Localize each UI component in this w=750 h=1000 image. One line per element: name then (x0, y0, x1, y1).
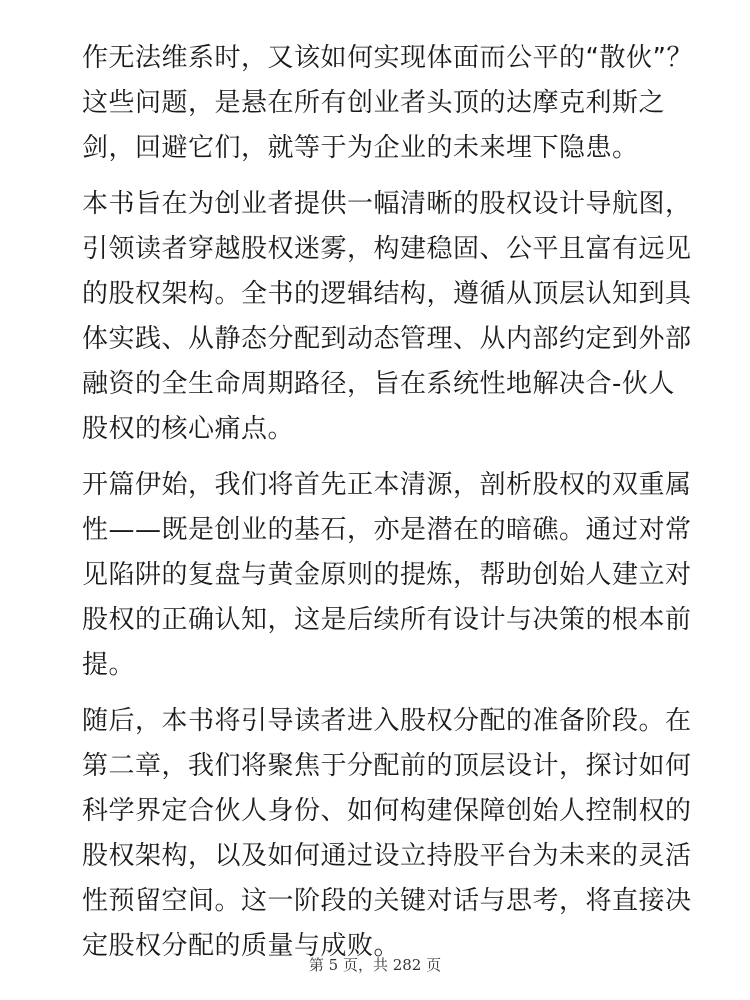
paragraph: 作无法维系时，又该如何实现体面而公平的“散伙”？这些问题，是悬在所有创业者头顶的达摩克利斯之剑，回避它们，就等于为企业的未来埋下隐患。 (82, 43, 693, 163)
page-body (82, 36, 698, 980)
paragraph: 开篇伊始，我们将首先正本清源，剖析股权的双重属性——既是创业的基石，亦是潜在的暗礁。通过对常见陷阱的复盘与黄金原则的提炼，帮助创始人建立对股权的正确认知，这是后续所有设计与决策的根本前提。 (82, 470, 692, 680)
paragraph: 随后，本书将引导读者进入股权分配的准备阶段。在第二章，我们将聚焦于分配前的顶层设计，探讨如何科学界定合伙人身份、如何构建保障创始人控制权的股权架构，以及如何通过设立持股平台为未来的灵活性预留空间。这一阶段的关键对话与思考，将直接决定股权分配的质量与成败。 (82, 706, 692, 961)
paragraph: 本书旨在为创业者提供一幅清晰的股权设计导航图，引领读者穿越股权迷雾，构建稳固、公平且富有远见的股权架构。全书的逻辑结构，遵循从顶层认知到具体实践、从静态分配到动态管理、从内部约定到外部融资的全生命周期路径，旨在系统性地解决合-伙人股权的核心痛点。 (82, 189, 692, 444)
page-number-footer: 第 5 页，共 282 页 (308, 956, 442, 974)
